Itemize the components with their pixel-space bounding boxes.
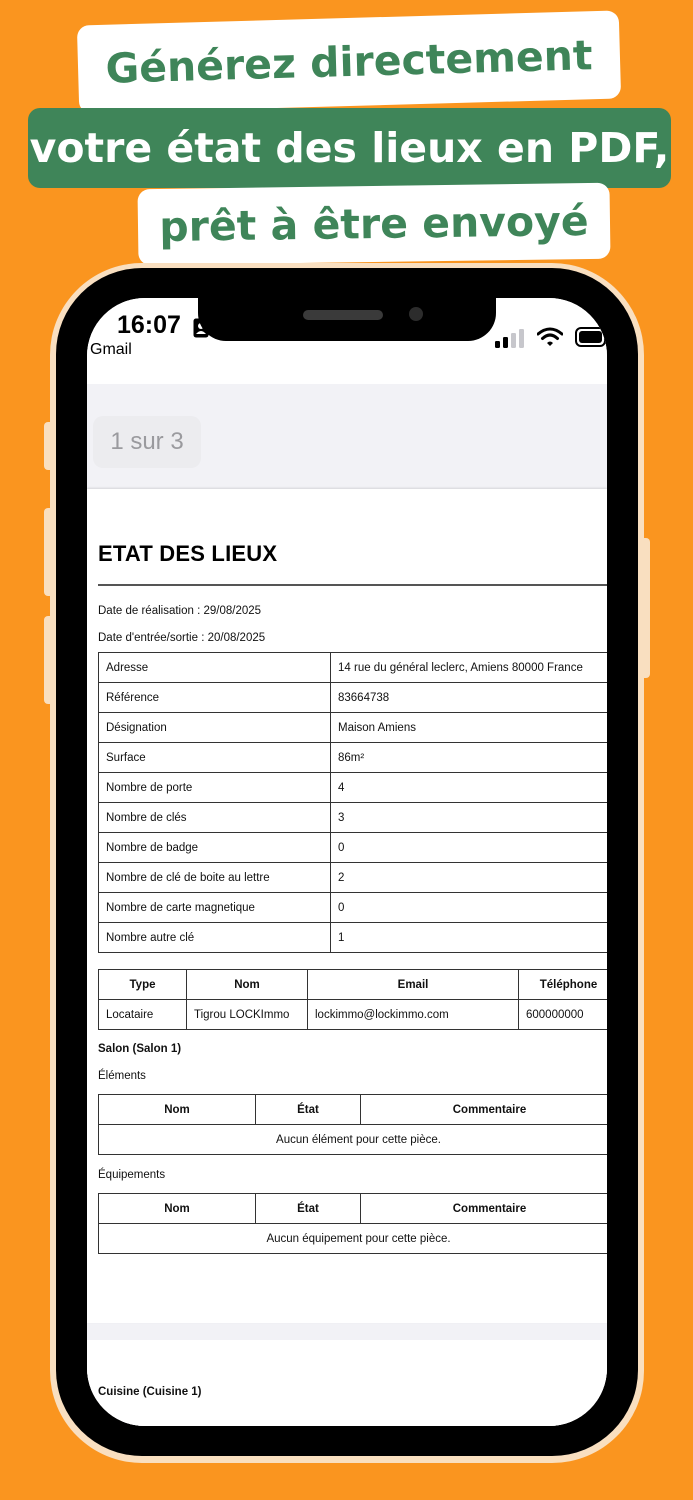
headline-line-2: votre état des lieux en PDF, bbox=[28, 108, 671, 188]
headline-line-3: prêt à être envoyé bbox=[137, 183, 610, 266]
property-label: Nombre de porte bbox=[99, 773, 331, 803]
date-entree-sortie: Date d'entrée/sortie : 20/08/2025 bbox=[98, 632, 266, 644]
property-value: 3 bbox=[331, 803, 608, 833]
elements-table bbox=[98, 1094, 607, 1155]
table-row bbox=[99, 683, 608, 713]
table-row bbox=[99, 743, 608, 773]
property-label: Désignation bbox=[99, 713, 331, 743]
elements-label: Éléments bbox=[98, 1070, 146, 1082]
room-title: Salon (Salon 1) bbox=[98, 1043, 182, 1055]
cellular-signal-icon bbox=[493, 328, 525, 348]
table-header-row bbox=[99, 1194, 608, 1224]
column-header: Commentaire bbox=[361, 1095, 608, 1125]
contacts-table bbox=[98, 969, 607, 1030]
property-label: Nombre de clé de boite au lettre bbox=[99, 863, 331, 893]
table-row bbox=[99, 833, 608, 863]
table-row bbox=[99, 863, 608, 893]
property-value: 86m² bbox=[331, 743, 608, 773]
table-row bbox=[99, 653, 608, 683]
table-row bbox=[99, 1224, 608, 1254]
page-indicator: 1 sur 3 bbox=[93, 416, 201, 468]
battery-icon bbox=[575, 326, 607, 348]
property-value: 14 rue du général leclerc, Amiens 80000 France bbox=[331, 653, 608, 683]
equipements-label: Équipements bbox=[98, 1169, 166, 1181]
column-header: Nom bbox=[99, 1095, 256, 1125]
empty-elements-message: Aucun élément pour cette pièce. bbox=[99, 1125, 608, 1155]
property-table bbox=[98, 652, 607, 953]
property-label: Nombre de clés bbox=[99, 803, 331, 833]
table-row bbox=[99, 713, 608, 743]
property-value: 0 bbox=[331, 893, 608, 923]
property-label: Surface bbox=[99, 743, 331, 773]
column-header: Téléphone bbox=[519, 970, 608, 1000]
column-header: Type bbox=[99, 970, 187, 1000]
pdf-viewer[interactable] bbox=[87, 384, 607, 1426]
document-title: ETAT DES LIEUX bbox=[98, 541, 278, 566]
property-label: Nombre autre clé bbox=[99, 923, 331, 953]
property-label: Référence bbox=[99, 683, 331, 713]
column-header: Email bbox=[308, 970, 519, 1000]
pdf-page-1 bbox=[87, 489, 607, 1323]
property-label: Nombre de carte magnetique bbox=[99, 893, 331, 923]
table-row bbox=[99, 923, 608, 953]
table-row bbox=[99, 893, 608, 923]
pdf-page-2 bbox=[87, 1340, 607, 1426]
property-label: Nombre de badge bbox=[99, 833, 331, 863]
volume-down-button bbox=[44, 616, 54, 704]
property-value: 83664738 bbox=[331, 683, 608, 713]
power-button bbox=[640, 538, 650, 678]
front-camera bbox=[409, 307, 423, 321]
next-room-title: Cuisine (Cuisine 1) bbox=[98, 1386, 202, 1398]
table-header-row bbox=[99, 970, 608, 1000]
contact-email: lockimmo@lockimmo.com bbox=[308, 1000, 519, 1030]
table-row bbox=[99, 1125, 608, 1155]
title-divider bbox=[98, 584, 607, 586]
status-time: 16:07 bbox=[117, 311, 181, 339]
column-header: Commentaire bbox=[361, 1194, 608, 1224]
column-header: État bbox=[256, 1095, 361, 1125]
table-row bbox=[99, 1000, 608, 1030]
contact-phone: 600000000 bbox=[519, 1000, 608, 1030]
column-header: Nom bbox=[187, 970, 308, 1000]
property-value: 1 bbox=[331, 923, 608, 953]
volume-up-button bbox=[44, 508, 54, 596]
wifi-icon bbox=[537, 327, 563, 347]
column-header: Nom bbox=[99, 1194, 256, 1224]
property-value: Maison Amiens bbox=[331, 713, 608, 743]
contact-type: Locataire bbox=[99, 1000, 187, 1030]
column-header: État bbox=[256, 1194, 361, 1224]
table-header-row bbox=[99, 1095, 608, 1125]
equipements-table bbox=[98, 1193, 607, 1254]
contact-name: Tigrou LOCKImmo bbox=[187, 1000, 308, 1030]
property-value: 2 bbox=[331, 863, 608, 893]
table-row bbox=[99, 803, 608, 833]
property-label: Adresse bbox=[99, 653, 331, 683]
speaker-grille bbox=[303, 310, 383, 320]
property-value: 4 bbox=[331, 773, 608, 803]
phone-screen bbox=[87, 298, 607, 1426]
property-value: 0 bbox=[331, 833, 608, 863]
date-realisation: Date de réalisation : 29/08/2025 bbox=[98, 605, 262, 617]
headline-line-1: Générez directement bbox=[77, 10, 621, 113]
empty-equipements-message: Aucun équipement pour cette pièce. bbox=[99, 1224, 608, 1254]
table-row bbox=[99, 773, 608, 803]
mute-switch bbox=[44, 422, 54, 470]
back-to-app-link[interactable]: Gmail bbox=[90, 341, 132, 358]
